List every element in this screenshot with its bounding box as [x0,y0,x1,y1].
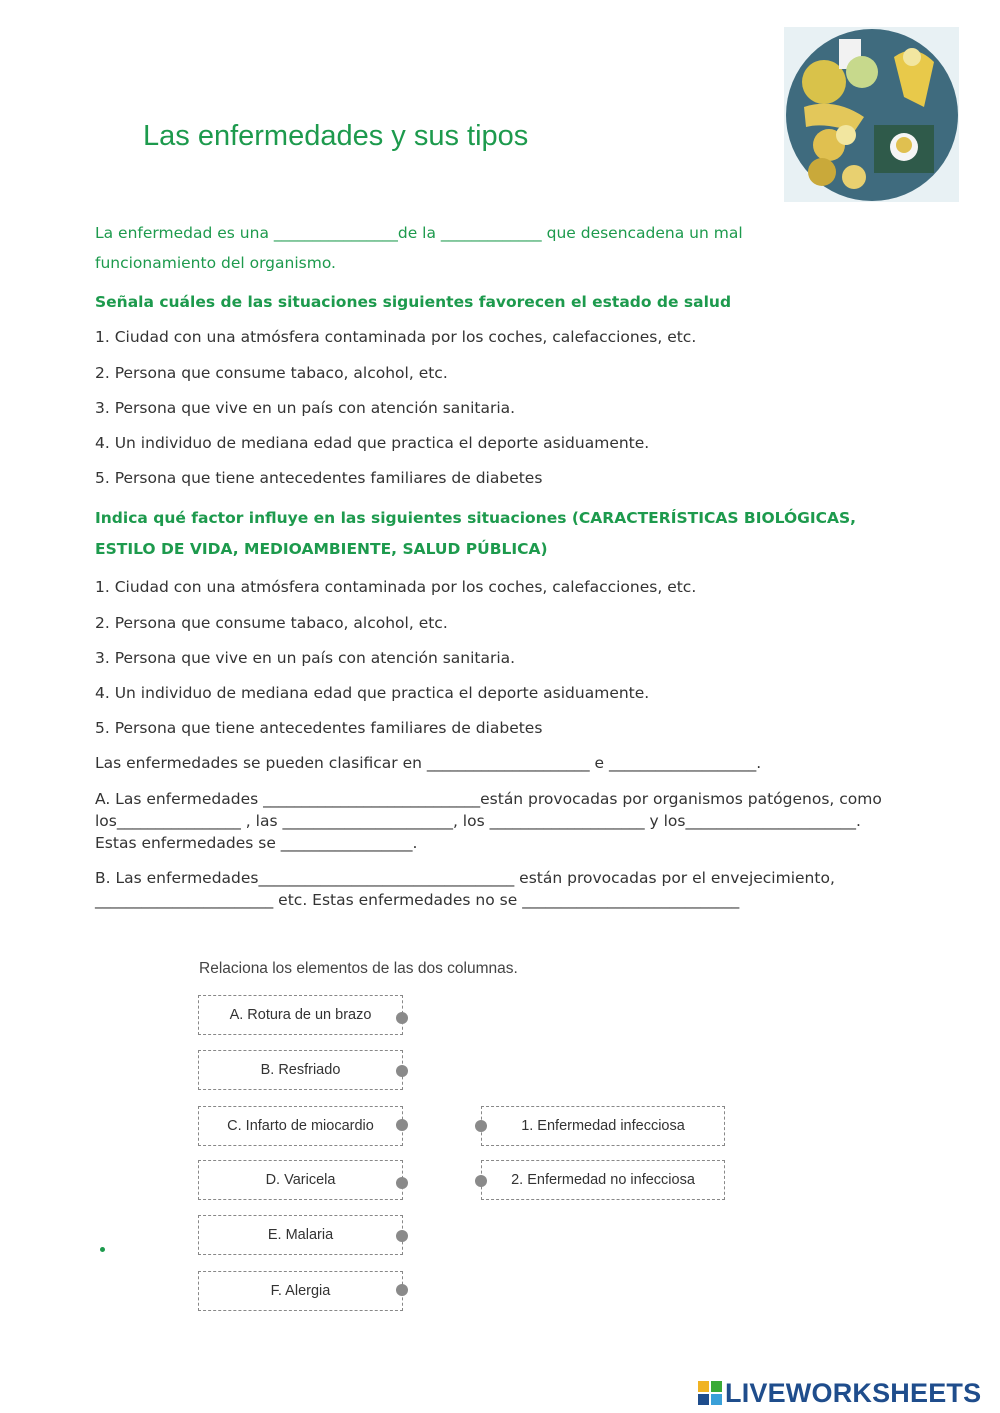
page-title: Las enfermedades y sus tipos [143,120,529,152]
match-left-item-d[interactable]: D. Varicela [198,1160,403,1200]
match-left-item-f[interactable]: F. Alergia [198,1271,403,1311]
definition-text-2: de la [397,224,441,242]
definition-blank-1[interactable]: ________________ [273,224,398,242]
match-left-dot-e[interactable] [396,1230,408,1242]
match-left-item-b[interactable]: B. Resfriado [198,1050,403,1090]
match-right-dot-2[interactable] [475,1175,487,1187]
match-left-dot-f[interactable] [396,1284,408,1296]
match-left-dot-b[interactable] [396,1065,408,1077]
classification-sentence[interactable]: Las enfermedades se pueden clasificar en _____________________ e ___________________. [95,754,762,772]
match-right-item-1[interactable]: 1. Enfermedad infecciosa [481,1106,725,1146]
definition-text-1: La enfermedad es una [95,224,274,242]
match-right-item-2[interactable]: 2. Enfermedad no infecciosa [481,1160,725,1200]
non-infectious-paragraph[interactable]: B. Las enfermedades_________________________________ están provocadas por el envejecimiento, _______________________ etc. Estas enfermedades no se ____________________________ [95,869,835,909]
section1-item-4[interactable]: 4. Un individuo de mediana edad que practica el deporte asiduamente. [95,434,650,452]
definition-text-3: que desencadena un mal funcionamiento del organismo. [95,224,743,272]
match-left-item-c[interactable]: C. Infarto de miocardio [198,1106,403,1146]
match-left-dot-a[interactable] [396,1012,408,1024]
section1-item-1[interactable]: 1. Ciudad con una atmósfera contaminada por los coches, calefacciones, etc. [95,328,697,346]
section1-item-5[interactable]: 5. Persona que tiene antecedentes familiares de diabetes [95,469,543,487]
section1-heading: Señala cuáles de las situaciones siguientes favorecen el estado de salud [95,293,732,311]
section2-item-1[interactable]: 1. Ciudad con una atmósfera contaminada por los coches, calefacciones, etc. [95,578,697,596]
section1-item-2[interactable]: 2. Persona que consume tabaco, alcohol, etc. [95,364,448,382]
section2-item-5[interactable]: 5. Persona que tiene antecedentes familiares de diabetes [95,719,543,737]
liveworksheets-logo-text: LIVEWORKSHEETS [725,1377,982,1408]
liveworksheets-logo [698,1378,981,1408]
bullet-dot [100,1247,105,1252]
definition-blank-2[interactable]: _____________ [440,224,542,242]
matching-title: Relaciona los elementos de las dos columnas. [199,960,518,977]
section1-item-3[interactable]: 3. Persona que vive en un país con atención sanitaria. [95,399,516,417]
match-left-dot-c[interactable] [396,1119,408,1131]
health-illustration-icon [784,27,959,202]
liveworksheets-logo-icon [698,1381,722,1405]
section2-item-2[interactable]: 2. Persona que consume tabaco, alcohol, etc. [95,614,448,632]
match-left-dot-d[interactable] [396,1177,408,1189]
section2-heading: Indica qué factor influye en las siguientes situaciones (CARACTERÍSTICAS BIOLÓGICAS, ESTILO DE VIDA, MEDIOAMBIENTE, SALUD PÚBLICA) [95,509,857,558]
infectious-paragraph[interactable]: A. Las enfermedades ____________________________están provocadas por organismos patógenos, como los________________ , las ______________________, los ____________________ y los______________________. Estas enfermedades se _________________. [95,790,882,852]
match-left-item-a[interactable]: A. Rotura de un brazo [198,995,403,1035]
section2-item-4[interactable]: 4. Un individuo de mediana edad que practica el deporte asiduamente. [95,684,650,702]
match-left-item-e[interactable]: E. Malaria [198,1215,403,1255]
match-right-dot-1[interactable] [475,1120,487,1132]
definition-sentence [95,218,855,278]
section2-item-3[interactable]: 3. Persona que vive en un país con atención sanitaria. [95,649,516,667]
